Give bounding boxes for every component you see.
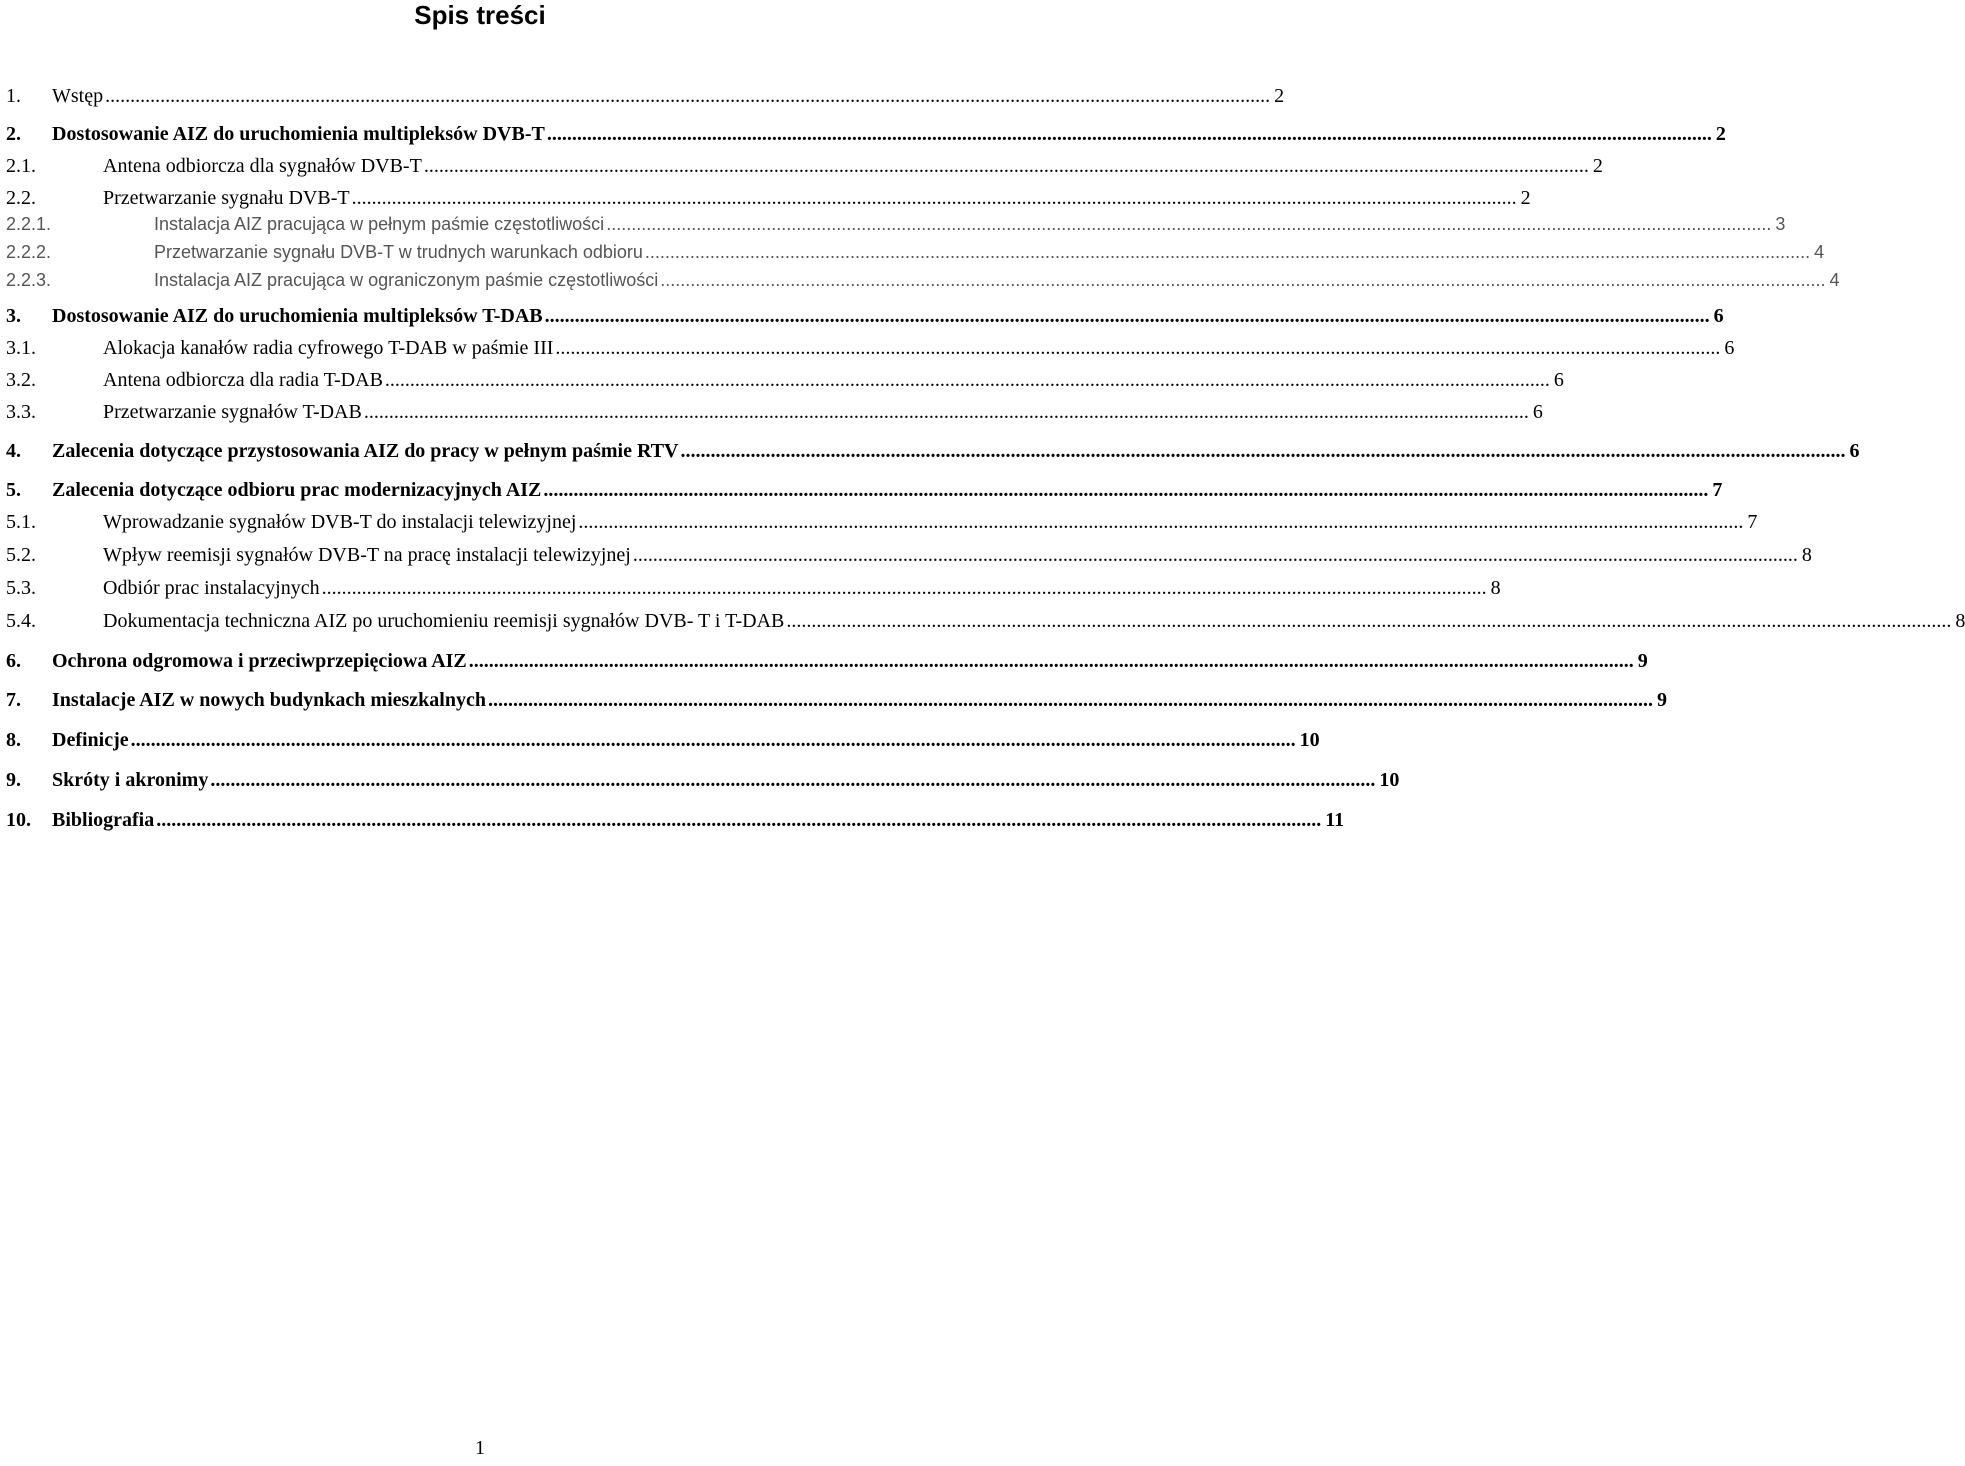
dot-leader xyxy=(786,609,1951,633)
toc-entry-2[interactable] xyxy=(6,120,1726,146)
dot-leader xyxy=(322,576,1487,600)
page-title: Spis treści xyxy=(414,0,546,30)
dot-leader xyxy=(645,240,1810,264)
toc-entry-title: Przetwarzanie sygnału DVB-T w trudnych warunkach odbioru xyxy=(154,242,643,262)
toc-entry-title: Instalacje AIZ w nowych budynkach mieszkalnych xyxy=(52,689,486,711)
toc-entry-page: 9 xyxy=(1637,650,1648,672)
toc-entry-number: 7. xyxy=(6,689,21,711)
toc-entry-number: 3.2. xyxy=(6,369,36,391)
toc-entry-title: Przetwarzanie sygnałów T-DAB xyxy=(103,401,362,423)
toc-entry-number: 5.2. xyxy=(6,544,36,566)
toc-entry-page: 6 xyxy=(1724,337,1735,359)
dot-leader xyxy=(681,439,1846,463)
toc-entry-number: 5.1. xyxy=(6,511,36,533)
dot-leader xyxy=(131,728,1296,752)
dot-leader xyxy=(543,478,1708,502)
toc-entry-page: 7 xyxy=(1712,479,1723,501)
toc-entry-page: 2 xyxy=(1274,85,1285,107)
toc-entry-page: 2 xyxy=(1715,123,1726,145)
toc-entry-page: 11 xyxy=(1325,809,1345,831)
toc-entry-title: Dokumentacja techniczna AIZ po uruchomieniu reemisji sygnałów DVB- T i T-DAB xyxy=(103,610,785,632)
dot-leader xyxy=(364,400,1529,424)
toc-entry-3-3[interactable] xyxy=(6,398,1543,424)
dot-leader xyxy=(156,808,1321,832)
toc-entry-6[interactable] xyxy=(6,647,1648,673)
toc-entry-title: Dostosowanie AIZ do uruchomienia multipleksów DVB-T xyxy=(52,123,545,145)
toc-entry-title: Odbiór prac instalacyjnych xyxy=(103,577,320,599)
toc-entry-page: 3 xyxy=(1775,214,1786,234)
toc-entry-page: 6 xyxy=(1713,305,1724,327)
toc-entry-5-1[interactable] xyxy=(6,508,1758,534)
toc-entry-title: Instalacja AIZ pracująca w pełnym paśmie częstotliwości xyxy=(154,214,605,234)
toc-entry-3-2[interactable] xyxy=(6,366,1564,392)
toc-entry-number: 2. xyxy=(6,123,21,145)
toc-entry-number: 10. xyxy=(6,809,31,831)
toc-entry-title: Antena odbiorcza dla sygnałów DVB-T xyxy=(103,155,422,177)
toc-entry-3[interactable] xyxy=(6,302,1724,328)
toc-entry-number: 5.3. xyxy=(6,577,36,599)
toc-entry-3-1[interactable] xyxy=(6,334,1735,360)
toc-entry-page: 2 xyxy=(1520,187,1531,209)
dot-leader xyxy=(488,688,1653,712)
toc-entry-title: Bibliografia xyxy=(52,809,155,831)
toc-entry-page: 4 xyxy=(1814,242,1825,262)
toc-entry-number: 2.2.2. xyxy=(6,242,52,262)
toc-entry-number: 3. xyxy=(6,305,21,327)
toc-entry-5-2[interactable] xyxy=(6,541,1812,567)
toc-entry-page: 6 xyxy=(1849,440,1860,462)
dot-leader xyxy=(555,336,1720,360)
toc-entry-8[interactable] xyxy=(6,726,1320,752)
toc-entry-title: Wpływ reemisji sygnałów DVB-T na pracę instalacji telewizyjnej xyxy=(103,544,631,566)
toc-entry-page: 10 xyxy=(1299,729,1320,751)
toc-entry-number: 3.3. xyxy=(6,401,36,423)
dot-leader xyxy=(545,304,1710,328)
toc-entry-page: 7 xyxy=(1747,511,1758,533)
dot-leader xyxy=(424,154,1589,178)
toc-entry-2-2[interactable] xyxy=(6,184,1531,210)
page-number: 1 xyxy=(475,1437,485,1459)
toc-entry-number: 9. xyxy=(6,769,21,791)
dot-leader xyxy=(469,649,1634,673)
toc-entry-number: 5.4. xyxy=(6,610,36,632)
toc-entry-page: 9 xyxy=(1656,689,1667,711)
toc-entry-page: 4 xyxy=(1829,270,1840,290)
toc-entry-title: Skróty i akronimy xyxy=(52,769,209,791)
toc-entry-5-3[interactable] xyxy=(6,574,1501,600)
toc-entry-number: 3.1. xyxy=(6,337,36,359)
toc-entry-number: 2.2.1. xyxy=(6,214,52,234)
dot-leader xyxy=(633,543,1798,567)
toc-entry-5[interactable] xyxy=(6,476,1723,502)
dot-leader xyxy=(105,84,1270,108)
toc-entry-2-2-3[interactable] xyxy=(6,266,1840,292)
toc-entry-9[interactable] xyxy=(6,766,1400,792)
toc-entry-number: 6. xyxy=(6,650,21,672)
dot-leader xyxy=(606,212,1771,236)
toc-entry-7[interactable] xyxy=(6,686,1667,712)
toc-entry-title: Wprowadzanie sygnałów DVB-T do instalacji telewizyjnej xyxy=(103,511,577,533)
toc-entry-page: 8 xyxy=(1490,577,1501,599)
toc-entry-title: Definicje xyxy=(52,729,129,751)
dot-leader xyxy=(660,268,1825,292)
toc-entry-number: 8. xyxy=(6,729,21,751)
toc-entry-title: Dostosowanie AIZ do uruchomienia multipleksów T-DAB xyxy=(52,305,543,327)
toc-entry-page: 6 xyxy=(1553,369,1564,391)
toc-entry-page: 6 xyxy=(1532,401,1543,423)
toc-entry-title: Zalecenia dotyczące przystosowania AIZ do pracy w pełnym paśmie RTV xyxy=(52,440,679,462)
toc-entry-10[interactable] xyxy=(6,806,1345,832)
toc-entry-5-4[interactable] xyxy=(6,607,1965,633)
dot-leader xyxy=(210,768,1375,792)
toc-entry-title: Antena odbiorcza dla radia T-DAB xyxy=(103,369,383,391)
dot-leader xyxy=(578,510,1743,534)
toc-entry-4[interactable] xyxy=(6,437,1860,463)
toc-entry-2-2-1[interactable] xyxy=(6,210,1786,236)
toc-entry-title: Zalecenia dotyczące odbioru prac modernizacyjnych AIZ xyxy=(52,479,542,501)
toc-entry-number: 1. xyxy=(6,85,21,107)
toc-entry-number: 4. xyxy=(6,440,21,462)
toc-entry-title: Przetwarzanie sygnału DVB-T xyxy=(103,187,350,209)
dot-leader xyxy=(547,122,1712,146)
toc-entry-page: 8 xyxy=(1801,544,1812,566)
toc-entry-number: 2.2. xyxy=(6,187,36,209)
toc-entry-number: 2.2.3. xyxy=(6,270,52,290)
toc-entry-page: 2 xyxy=(1592,155,1603,177)
toc-entry-title: Ochrona odgromowa i przeciwprzepięciowa AIZ xyxy=(52,650,467,672)
toc-entry-number: 5. xyxy=(6,479,21,501)
dot-leader xyxy=(385,368,1550,392)
toc-entry-page: 10 xyxy=(1379,769,1400,791)
toc-entry-1[interactable] xyxy=(6,82,1285,108)
toc-entry-2-1[interactable] xyxy=(6,152,1603,178)
toc-entry-title: Wstęp xyxy=(52,85,104,107)
toc-entry-page: 8 xyxy=(1955,610,1965,632)
toc-entry-title: Alokacja kanałów radia cyfrowego T-DAB w paśmie III xyxy=(103,337,554,359)
toc-entry-2-2-2[interactable] xyxy=(6,238,1825,264)
toc-entry-title: Instalacja AIZ pracująca w ograniczonym paśmie częstotliwości xyxy=(154,270,659,290)
dot-leader xyxy=(352,186,1517,210)
toc-entry-number: 2.1. xyxy=(6,155,36,177)
